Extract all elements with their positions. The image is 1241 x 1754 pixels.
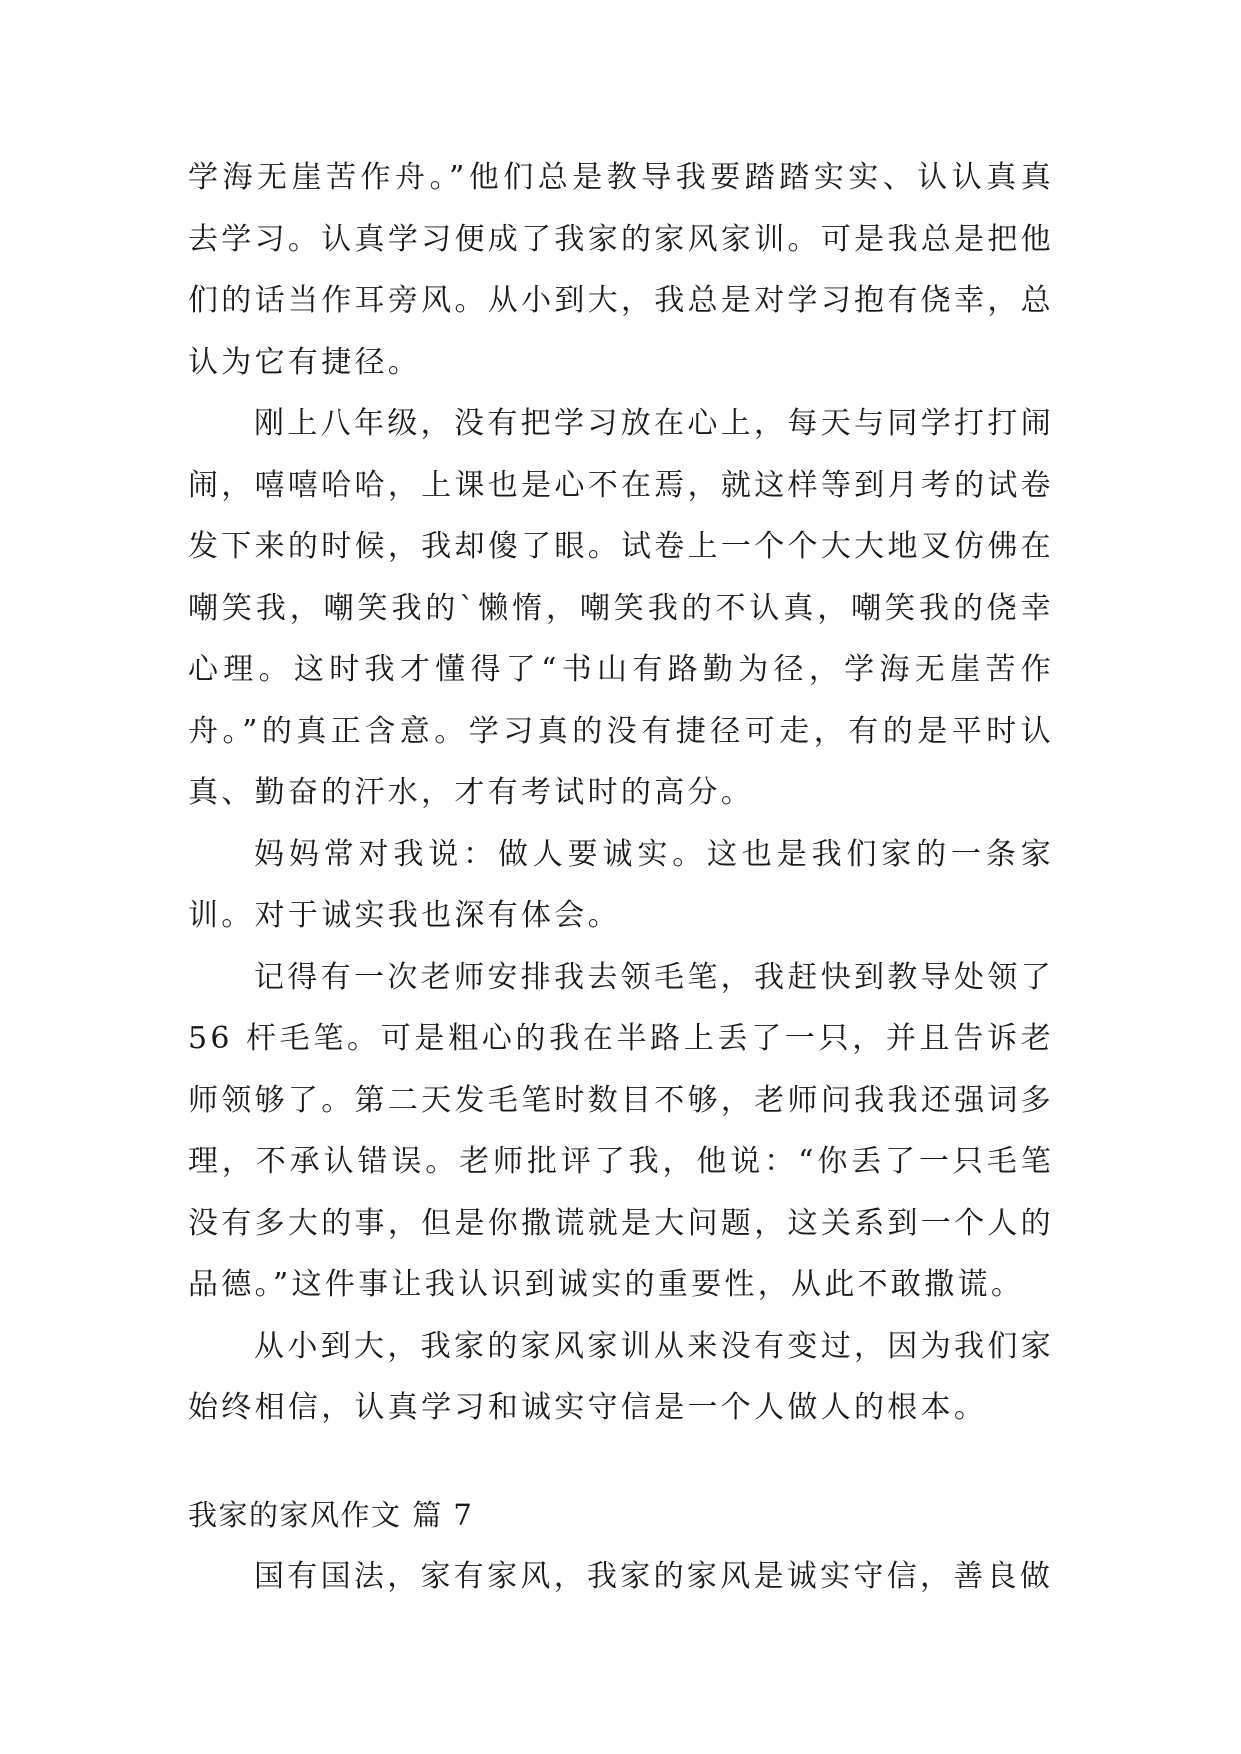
paragraph-grade-eight: 刚上八年级，没有把学习放在心上，每天与同学打打闹闹，嘻嘻哈哈，上课也是心不在焉，就这样等到月考的试卷发下来的时候，我却傻了眼。试卷上一个个大大地叉仿佛在嘲笑我，嘲笑我的`懒惰，嘲笑我的不认真，嘲笑我的侥幸心理。这时我才懂得了“书山有路勤为径，学海无崖苦作舟。”的真正含意。学习真的没有捷径可走，有的是平时认真、勤奋的汗水，才有考试时的高分。	[188, 406, 1054, 810]
document-body	[188, 147, 1054, 1608]
paragraph-honesty: 妈妈常对我说：做人要诚实。这也是我们家的一条家训。对于诚实我也深有体会。	[188, 836, 1054, 933]
paragraph-continuation: 学海无崖苦作舟。”他们总是教导我要踏踏实实、认认真真去学习。认真学习便成了我家的家风家训。可是我总是把他们的话当作耳旁风。从小到大，我总是对学习抱有侥幸，总认为它有捷径。	[188, 160, 1054, 380]
paragraph-next-section: 国有国法，家有家风，我家的家风是诚实守信，善良做	[254, 1559, 1054, 1594]
paragraph-brush-story: 记得有一次老师安排我去领毛笔，我赶快到教导处领了56 杆毛笔。可是粗心的我在半路上丢了一只，并且告诉老师领够了。第二天发毛笔时数目不够，老师问我我还强词多理，不承认错误。老师批评了我，他说：“你丢了一只毛笔没有多大的事，但是你撒谎就是大问题，这关系到一个人的品德。”这件事让我认识到诚实的重要性，从此不敢撒谎。	[188, 959, 1054, 1302]
section-heading: 我家的家风作文 篇 7	[188, 1497, 474, 1532]
paragraph-conclusion: 从小到大，我家的家风家训从来没有变过，因为我们家始终相信，认真学习和诚实守信是一个人做人的根本。	[188, 1328, 1054, 1425]
